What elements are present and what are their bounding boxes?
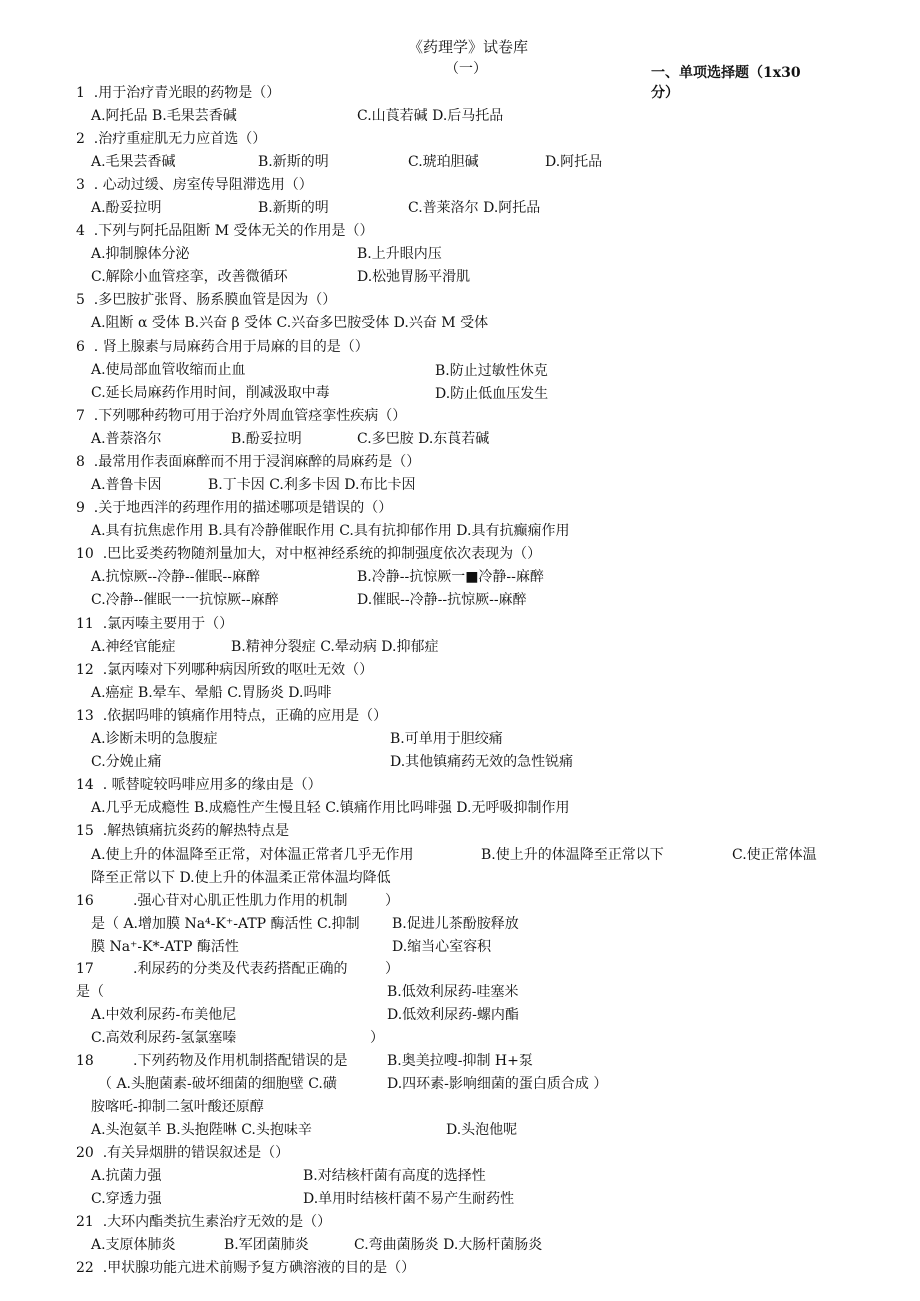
page-subtitle: （一） — [445, 61, 487, 77]
question-4-option: A.抑制腺体分泌 — [91, 246, 190, 262]
question-16-stem: .强心苷对心肌正性肌力作用的机制 — [133, 893, 348, 909]
question-15-option: 降至正常以下 D.使上升的体温柔正常体温均降低 — [91, 870, 391, 886]
question-17-stem: .利尿药的分类及代表药搭配正确的 — [133, 961, 348, 977]
question-20-stem: 20 .有关异烟肼的错误叙述是（） — [76, 1145, 290, 1161]
question-10-option: D.催眠--冷静--抗惊厥--麻醉 — [357, 592, 527, 608]
question-15-stem: 15 .解热镇痛抗炎药的解热特点是 — [76, 823, 290, 839]
question-18-option: B.奥美拉嗖-抑制 H+泵 — [387, 1053, 533, 1069]
question-5-stem: 5 .多巴胺扩张肾、肠系膜血管是因为（） — [76, 292, 337, 308]
question-21-stem: 21 .大环内酯类抗生素治疗无效的是（） — [76, 1214, 332, 1230]
question-15-option: A.使上升的体温降至正常，对体温正常者几乎无作用 — [91, 847, 414, 863]
question-14-stem: 14 . 哌替啶较吗啡应用多的缘由是（） — [76, 777, 322, 793]
question-11-option: B.精神分裂症 C.晕动病 D.抑郁症 — [231, 639, 439, 655]
question-6-option: B.防止过敏性休克 — [435, 363, 548, 379]
question-7-stem: 7 .下列哪种药物可用于治疗外周血管痉挛性疾病（） — [76, 408, 407, 424]
question-11-stem: 11 .氯丙嗪主要用于（） — [76, 616, 234, 632]
question-19-option: A.头泡氨羊 B.头抱陛啉 C.头抱味辛 — [91, 1122, 312, 1138]
question-3-option: C.普莱洛尔 D.阿托品 — [408, 200, 541, 216]
question-17-option: A.中效利尿药-布美他尼 — [91, 1007, 237, 1023]
question-6-option: A.使局部血管收缩而止血 — [91, 362, 246, 378]
question-20-option: D.单用时结核杆菌不易产生耐药性 — [303, 1191, 515, 1207]
question-3-option: B.新斯的明 — [258, 200, 329, 216]
question-14-option: A.几乎无成瘾性 B.成瘾性产生慢且轻 C.镇痛作用比吗啡强 D.无呼吸抑制作用 — [91, 800, 570, 816]
question-7-option: B.酚妥拉明 — [231, 431, 302, 447]
question-6-option: D.防止低血压发生 — [435, 386, 549, 402]
question-19-option: D.头泡他呢 — [446, 1122, 518, 1138]
question-3-option: A.酚妥拉明 — [91, 200, 162, 216]
question-16-option: D.缩当心室容积 — [392, 939, 492, 955]
page-title: 《药理学》试卷库 — [408, 38, 529, 56]
question-16-option: 膜 Na⁺-K*-ATP 酶活性 — [91, 939, 239, 955]
question-12-stem: 12 .氯丙嗪对下列哪种病因所致的呕吐无效（） — [76, 662, 374, 678]
question-17-prefix: 是（ — [76, 984, 104, 1000]
question-13-stem: 13 .依据吗啡的镇痛作用特点，正确的应用是（） — [76, 708, 388, 724]
question-12-option: A.癌症 B.晕车、晕船 C.胃肠炎 D.吗啡 — [91, 685, 332, 701]
question-16-option: B.促进儿茶酚胺释放 — [392, 916, 519, 932]
question-5-option: A.阻断 α 受体 B.兴奋 β 受体 C.兴奋多巴胺受体 D.兴奋 M 受体 — [91, 315, 489, 331]
question-3-stem: 3 . 心动过缓、房室传导阻滞选用（） — [76, 177, 313, 193]
question-21-option: B.军团菌肺炎 — [224, 1237, 309, 1253]
question-8-option: A.普鲁卡因 — [91, 477, 162, 493]
question-9-stem: 9 .关于地西泮的药理作用的描述哪项是错误的（） — [76, 500, 393, 516]
question-7-option: C.多巴胺 D.东莨若碱 — [357, 431, 490, 447]
question-8-option: B.丁卡因 C.利多卡因 D.布比卡因 — [208, 477, 416, 493]
question-20-option: B.对结核杆菌有高度的选择性 — [303, 1168, 486, 1184]
question-20-option: A.抗菌力强 — [91, 1168, 162, 1184]
question-17-bracket: ） — [370, 1030, 384, 1046]
question-18-number: 18 — [76, 1053, 94, 1069]
question-18-option: （ A.头胞菌素-破坏细菌的细胞壁 C.磺 — [98, 1076, 337, 1092]
question-21-option: A.支原体肺炎 — [91, 1237, 176, 1253]
question-17-option: B.低效利尿药-哇塞米 — [387, 984, 519, 1000]
question-13-option: B.可单用于胆绞痛 — [390, 731, 503, 747]
question-18-option: 胺喀吒-抑制二氢叶酸还原醇 — [91, 1099, 264, 1115]
question-2-option: A.毛果芸香碱 — [91, 154, 176, 170]
question-22-stem: 22 .甲状腺功能亢进术前赐予复方碘溶液的目的是（） — [76, 1260, 416, 1276]
section-heading-cont: 分） — [651, 85, 679, 101]
question-16-option: 是（ A.增加膜 Na⁴-K⁺-ATP 酶活性 C.抑制 — [91, 916, 360, 932]
question-16-number: 16 — [76, 893, 94, 909]
question-20-option: C.穿透力强 — [91, 1191, 162, 1207]
question-4-option: C.解除小血管痉挛，改善微循环 — [91, 269, 288, 285]
question-2-option: D.阿托品 — [545, 154, 603, 170]
question-2-option: C.琥珀胆碱 — [408, 154, 479, 170]
question-1-stem: 1 .用于治疗青光眼的药物是（） — [76, 85, 281, 101]
question-6-stem: 6 . 肾上腺素与局麻药合用于局麻的目的是（） — [76, 339, 369, 355]
question-13-option: C.分娩止痛 — [91, 754, 162, 770]
question-10-option: B.冷静--抗惊厥一■冷静--麻醉 — [357, 569, 544, 585]
question-2-stem: 2 .治疗重症肌无力应首选（） — [76, 131, 267, 147]
question-7-option: A.普萘洛尔 — [91, 431, 162, 447]
question-13-option: A.诊断未明的急腹症 — [91, 731, 218, 747]
question-17-option: D.低效利尿药-螺内酯 — [387, 1007, 519, 1023]
question-15-option: B.使上升的体温降至正常以下 — [481, 847, 664, 863]
question-2-option: B.新斯的明 — [258, 154, 329, 170]
question-4-option: B.上升眼内压 — [357, 246, 442, 262]
question-21-option: C.弯曲菌肠炎 D.大肠杆菌肠炎 — [354, 1237, 543, 1253]
question-9-option: A.具有抗焦虑作用 B.具有冷静催眠作用 C.具有抗抑郁作用 D.具有抗癫痫作用 — [91, 523, 570, 539]
question-4-stem: 4 .下列与阿托品阻断 M 受体无关的作用是（） — [76, 223, 374, 239]
question-10-stem: 10 .巴比妥类药物随剂量加大，对中枢神经系统的抑制强度依次表现为（） — [76, 546, 542, 562]
question-15-option: C.使正常体温 — [732, 847, 817, 863]
question-1-option: C.山莨若碱 D.后马托品 — [357, 108, 504, 124]
question-11-option: A.神经官能症 — [91, 639, 176, 655]
question-1-option: A.阿托品 B.毛果芸香碱 — [91, 108, 237, 124]
question-18-option: D.四环素-影响细菌的蛋白质合成 ） — [387, 1076, 608, 1092]
question-17-number: 17 — [76, 961, 94, 977]
question-17-bracket: ） — [385, 961, 399, 977]
question-13-option: D.其他镇痛药无效的急性锐痛 — [390, 754, 574, 770]
question-4-option: D.松弛胃肠平滑肌 — [357, 269, 471, 285]
question-16-bracket: ） — [385, 893, 399, 909]
question-6-option: C.延长局麻药作用时间，削减汲取中毒 — [91, 385, 330, 401]
question-10-option: C.冷静--催眠一一抗惊厥--麻醉 — [91, 592, 279, 608]
question-10-option: A.抗惊厥--冷静--催眠--麻醉 — [91, 569, 260, 585]
question-18-stem: .下列药物及作用机制搭配错误的是 — [133, 1053, 348, 1069]
question-17-option: C.高效利尿药-氢氯塞嗪 — [91, 1030, 237, 1046]
section-heading: 一、单项选择题（1x30 — [651, 65, 801, 81]
question-8-stem: 8 .最常用作表面麻醉而不用于浸润麻醉的局麻药是（） — [76, 454, 421, 470]
